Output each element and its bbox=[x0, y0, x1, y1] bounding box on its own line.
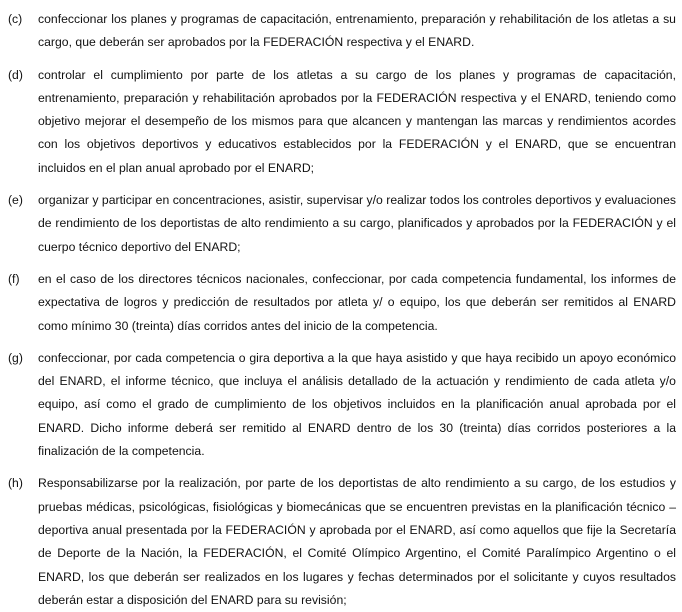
item-marker: (f) bbox=[8, 271, 20, 286]
list-item-c bbox=[8, 8, 676, 55]
item-marker: (d) bbox=[8, 67, 23, 82]
item-marker: (c) bbox=[8, 12, 23, 26]
list-item-g bbox=[8, 347, 676, 463]
list-item-e bbox=[8, 189, 676, 259]
list-item-d bbox=[8, 64, 676, 180]
list-item-f bbox=[8, 268, 676, 338]
item-text: en el caso de los directores técnicos nacionales, confeccionar, por cada competencia fundamental, los informes de expectativa de logros y predicción de resultados por atleta y/ o equipo, los que deberán ser remitidos al ENARD como mínimo 30 (treinta) días corridos antes del inicio de la competencia. bbox=[38, 271, 676, 333]
item-text: organizar y participar en concentraciones, asistir, supervisar y/o realizar todos los controles deportivos y evaluaciones de rendimiento de los deportistas de alto rendimiento a su cargo, planificados y aprobados por la FEDERACIÓN y el cuerpo técnico deportivo del ENARD; bbox=[38, 193, 676, 254]
item-marker: (e) bbox=[8, 193, 23, 208]
item-marker: (h) bbox=[8, 476, 23, 491]
item-text: confeccionar, por cada competencia o gira deportiva a la que haya asistido y que haya recibido un apoyo económico del ENARD, el informe técnico, que incluya el análisis detallado de la actuación y rendimiento de cada atleta y/o equipo, así como el grado de cumplimiento de los objetivos incluidos en la planificación anual aprobada por el ENARD. Dicho informe deberá ser remitido al ENARD dentro de los 30 (treinta) días corridos posteriores a la finalización de la competencia. bbox=[38, 350, 676, 459]
list-item-h bbox=[8, 472, 676, 612]
item-marker: (g) bbox=[8, 350, 23, 365]
item-text: confeccionar los planes y programas de capacitación, entrenamiento, preparación y rehabilitación de los atletas a su cargo, que deberán ser aprobados por la FEDERACIÓN respectiva y el ENARD. bbox=[38, 12, 676, 50]
item-text: controlar el cumplimiento por parte de los atletas a su cargo de los planes y programas de capacitación, entrenamiento, preparación y rehabilitación aprobados por la FEDERACIÓN respectiva y el ENARD, teniendo como objetivo mejorar el desempeño de los mismos para que alcancen y mantengan las marcas y rendimientos acordes con los objetivos deportivos y educativos establecidos por la FEDERACIÓN y el ENARD, que se encuentran incluidos en el plan anual aprobado por el ENARD; bbox=[38, 67, 676, 175]
item-text: Responsabilizarse por la realización, por parte de los deportistas de alto rendimiento a su cargo, de los estudios y pruebas médicas, psicológicas, fisiológicas y biomecánicas que se encuentren previstas en la planificación técnico – deportiva anual presentada por la FEDERACIÓN y aprobada por el ENARD, así como aquellos que fije la Secretaría de Deporte de la Nación, la FEDERACIÓN, el Comité Olímpico Argentino, el Comité Paralímpico Argentino o el ENARD, los que deberán ser realizados en los lugares y fechas determinados por el solicitante y cuyos resultados deberán estar a disposición del ENARD para su revisión; bbox=[38, 476, 676, 607]
